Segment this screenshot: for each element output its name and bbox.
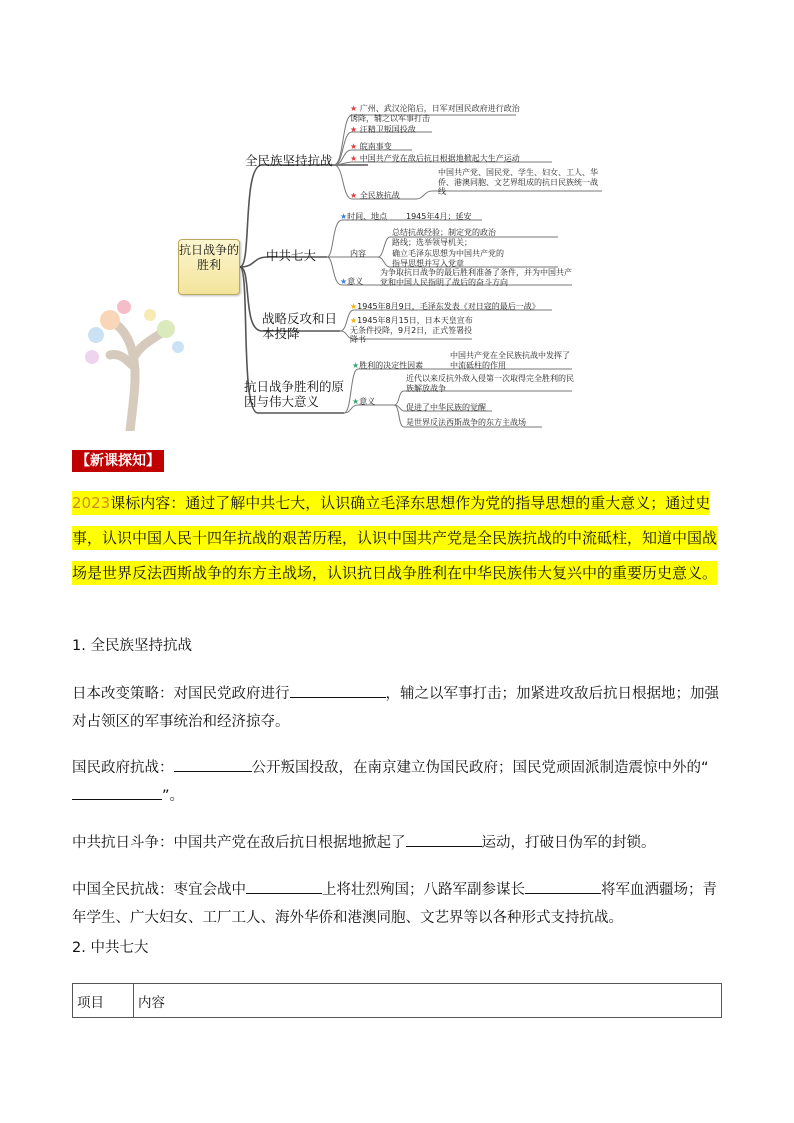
branch2-note: 1945年4月；延安 [406, 212, 472, 221]
branch4-note: 是世界反法西斯战争的东方主战场 [406, 418, 526, 427]
branch-counteroffensive: 战略反攻和日本投降 [262, 311, 338, 341]
standard-text: 课标内容：通过了解中共七大，认识确立毛泽东思想作为党的指导思想的重大意义；通过史事，认识中国人民十四年抗战的艰苦历程，认识中国共产党是全民族抗战的中流砥柱，知道中国战场是世界反法西斯战争的东方主战场，认识抗日战争胜利在中华民族伟大复兴中的重要历史意义。 [72, 494, 718, 582]
fill-blank[interactable] [525, 877, 601, 894]
star-icon: ★ [350, 154, 358, 163]
paragraph-national-resistance: 中国全民抗战：枣宜会战中 上将壮烈殉国；八路军副参谋长 将军血洒疆场；青年学生、广大妇女、工厂工人、海外华侨和港澳同胞、文艺界等以各种形式支持抗战。 [72, 876, 722, 932]
mind-map-root: 抗日战争的胜利 [178, 239, 240, 295]
branch2-note: 为争取抗日战争的最后胜利准备了条件，并为中国共产党和中国人民指明了战后的奋斗方向 [380, 268, 572, 287]
branch4-item: ★意义 [352, 397, 376, 406]
star-icon: ★ [350, 104, 358, 113]
star-icon: ★ [350, 316, 358, 325]
paragraph-nationalist-gov: 国民政府抗战： 公开叛国投敌，在南京建立伪国民政府；国民党顽固派制造震惊中外的“”。 [72, 754, 722, 810]
branch1-item: ★ 中国共产党在敌后抗日根据地掀起大生产运动 [350, 154, 520, 163]
branch3-item: ★1945年8月9日，毛泽东发表《对日寇的最后一战》 [350, 302, 540, 311]
section-2-title: 2. 中共七大 [72, 940, 149, 956]
branch1-item: ★ 皖南事变 [350, 142, 392, 151]
section-tag: 【新课探知】 [72, 450, 164, 472]
table-header-content: 内容 [134, 984, 722, 1018]
branch1-item: ★ 汪精卫叛国投敌 [350, 125, 416, 134]
fill-blank[interactable] [174, 755, 252, 772]
star-icon: ★ [350, 142, 358, 151]
branch1-subnote: 中国共产党、国民党、学生、妇女、工人、华侨、港澳同胞、文艺界组成的抗日民族统一战线 [438, 168, 598, 196]
tree-illustration [85, 300, 184, 431]
branch2-item: ★意义 [340, 277, 364, 286]
branch2-item: 内容 [350, 249, 366, 258]
standard-year: 2023 [72, 494, 111, 512]
section-1-title: 1. 全民族坚持抗战 [72, 638, 192, 654]
branch4-note: 近代以来反抗外敌入侵第一次取得完全胜利的民族解放战争 [406, 374, 574, 393]
fill-blank[interactable] [406, 830, 482, 847]
branch4-note: 中国共产党在全民族抗战中发挥了中流砥柱的作用 [450, 351, 570, 370]
table-header-row [73, 984, 722, 1018]
paragraph-japan-strategy: 日本改变策略：对国民党政府进行 ，辅之以军事打击；加紧进攻敌后抗日根据地；加强对占领区的军事统治和经济掠夺。 [72, 680, 722, 736]
branch2-note: 总结抗战经验；制定党的政治路线；选举领导机关； [392, 228, 496, 247]
mind-map [72, 95, 722, 431]
branch2-item: ★时间、地点 [340, 212, 388, 221]
star-icon: ★ [350, 302, 358, 311]
branch-cpc-seventh-congress: 中共七大 [266, 248, 317, 263]
star-icon: ★ [340, 277, 348, 286]
fill-blank[interactable] [72, 783, 162, 800]
fill-blank[interactable] [246, 877, 322, 894]
congress-table [72, 983, 722, 1018]
star-icon: ★ [352, 361, 360, 370]
branch2-note: 确立毛泽东思想为中国共产党的指导思想并写入党章 [392, 249, 504, 268]
star-icon: ★ [350, 191, 358, 200]
branch1-item: ★ 全民族抗战 [350, 191, 400, 200]
branch3-item: ★1945年8月15日，日本天皇宣布无条件投降，9月2日，正式签署投降书 [350, 316, 473, 344]
table-header-item: 项目 [73, 984, 134, 1018]
curriculum-standard [72, 486, 722, 591]
fill-blank[interactable] [290, 681, 386, 698]
branch4-note: 促进了中华民族的觉醒 [406, 403, 486, 412]
paragraph-cpc-struggle: 中共抗日斗争：中国共产党在敌后抗日根据地掀起了 运动，打破日伪军的封锁。 [72, 829, 722, 857]
branch-resistance: 全民族坚持抗战 [245, 153, 333, 168]
star-icon: ★ [350, 125, 358, 134]
star-icon: ★ [340, 212, 348, 221]
branch-victory-significance: 抗日战争胜利的原因与伟大意义 [244, 379, 345, 409]
branch1-item: ★ 广州、武汉沦陷后，日军对国民政府进行政治诱降，辅之以军事打击 [350, 104, 520, 123]
branch4-item: ★胜利的决定性因素 [352, 361, 424, 370]
star-icon: ★ [352, 397, 360, 406]
